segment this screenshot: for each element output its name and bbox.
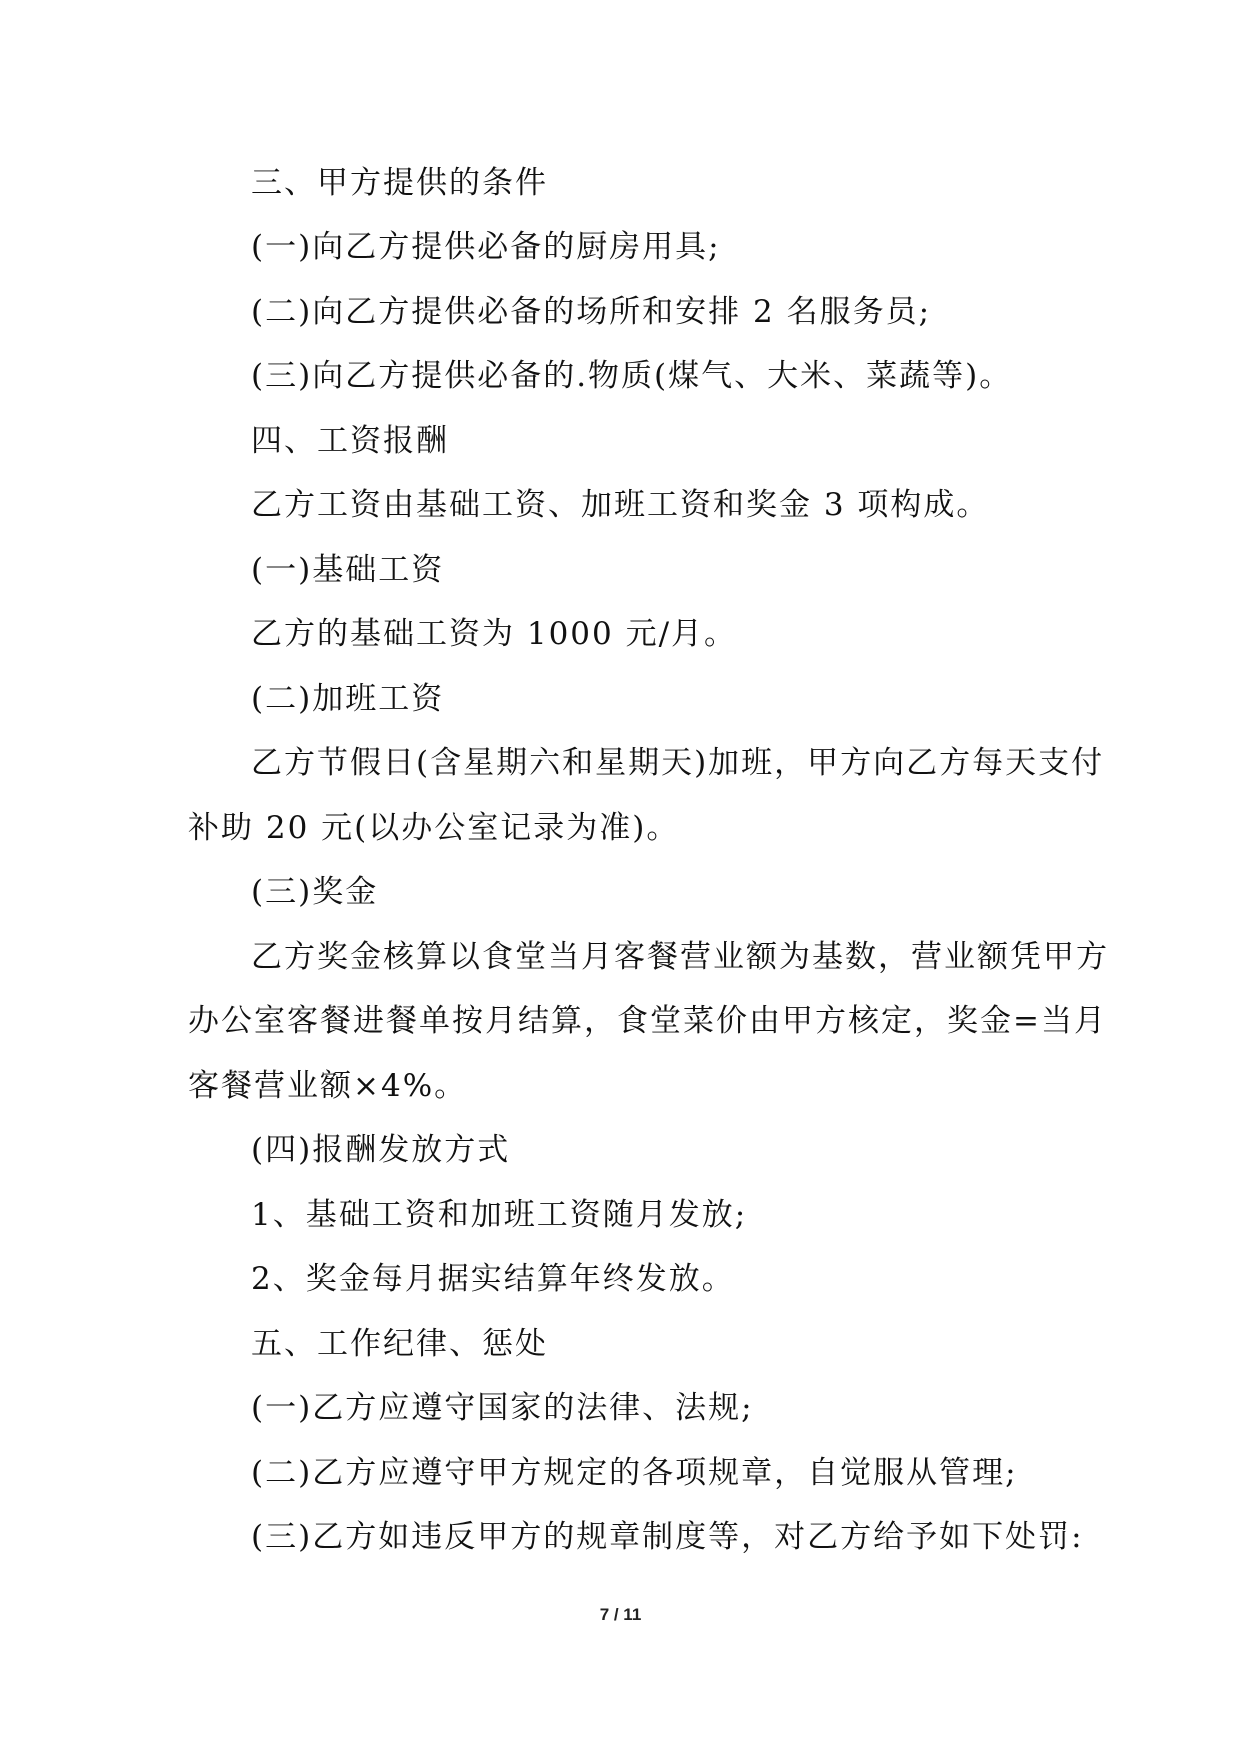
page-number: 7 / 11 [599, 1605, 642, 1624]
list-item: (二)向乙方提供必备的场所和安排 2 名服务员; [251, 294, 932, 330]
list-item: (三)乙方如违反甲方的规章制度等，对乙方给予如下处罚: [251, 1519, 1084, 1555]
section-heading: 三、甲方提供的条件 [251, 165, 548, 201]
paragraph-line: 乙方的基础工资为 1000 元/月。 [251, 616, 738, 652]
paragraph-line: 乙方节假日(含星期六和星期天)加班，甲方向乙方每天支付 [251, 745, 1105, 781]
list-item: (一)乙方应遵守国家的法律、法规; [251, 1390, 754, 1426]
paragraph-line: 补助 20 元(以办公室记录为准)。 [188, 810, 680, 846]
paragraph-line: 客餐营业额×4%。 [188, 1068, 468, 1104]
section-heading: 五、工作纪律、惩处 [251, 1326, 548, 1362]
list-item: (二)乙方应遵守甲方规定的各项规章，自觉服从管理; [251, 1455, 1018, 1491]
section-heading: 四、工资报酬 [251, 423, 449, 459]
list-item: 1、基础工资和加班工资随月发放; [251, 1197, 748, 1233]
list-item: (三)向乙方提供必备的.物质(煤气、大米、菜蔬等)。 [251, 358, 1013, 394]
subsection-heading: (四)报酬发放方式 [251, 1132, 511, 1168]
subsection-heading: (三)奖金 [251, 874, 379, 910]
subsection-heading: (二)加班工资 [251, 681, 445, 717]
paragraph-line: 乙方奖金核算以食堂当月客餐营业额为基数，营业额凭甲方 [251, 939, 1109, 975]
list-item: 2、奖金每月据实结算年终发放。 [251, 1261, 735, 1297]
subsection-heading: (一)基础工资 [251, 552, 445, 588]
paragraph-line: 办公室客餐进餐单按月结算，食堂菜价由甲方核定，奖金=当月 [188, 1003, 1107, 1039]
list-item: (一)向乙方提供必备的厨房用具; [251, 229, 721, 265]
paragraph-line: 乙方工资由基础工资、加班工资和奖金 3 项构成。 [251, 487, 990, 523]
